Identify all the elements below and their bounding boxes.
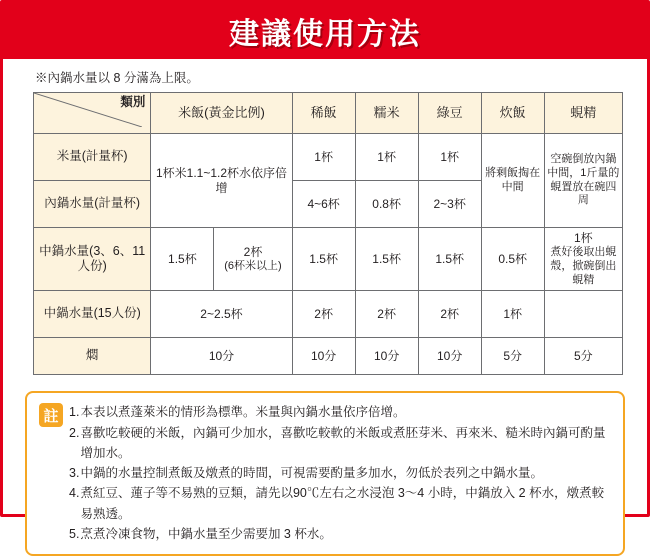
table-corner-cell [34,93,151,134]
top-note: ※內鍋水量以 8 分滿為上限。 [35,71,199,85]
usage-table [33,92,623,375]
cell-clamessence-note: 空碗倒放內鍋中間，1斤量的蜆置放在碗四周 [544,134,622,228]
cell-clamessence-mid-water [544,228,622,291]
cell-clamessence-mid-water-value: 1杯 [574,231,593,245]
table-row [34,338,623,375]
note-text: 中鍋的水量控制煮飯及燉煮的時間，可視需要酌量多加水，勿低於表列之中鍋水量。 [80,466,543,480]
col-header-rice: 米飯(黃金比例) [151,93,292,134]
cell-rice-mid-water-15: 2~2.5杯 [151,291,292,338]
list-item [69,423,611,464]
row-header-mid-water-15: 中鍋水量(15人份) [34,291,151,338]
cell-steamrice-mid-water: 0.5杯 [481,228,544,291]
col-header-mungbean: 綠豆 [418,93,481,134]
row-header-inner-water: 內鍋水量(計量杯) [34,181,151,228]
cell-porridge-mid-water: 1.5杯 [292,228,355,291]
table-row [34,291,623,338]
cell-mungbean-rice: 1杯 [418,134,481,181]
cell-porridge-inner-water: 4~6杯 [292,181,355,228]
cell-clamessence-simmer: 5分 [544,338,622,375]
note-number: 5. [69,526,80,541]
cell-rice-ratio-text: 1杯米1.1~1.2杯水依序倍增 [155,165,288,195]
col-header-clamessence: 蜆精 [544,93,622,134]
usage-table-wrapper [3,92,647,375]
note-number: 4. [69,486,80,501]
list-item [69,524,611,544]
note-number: 1. [69,405,80,420]
cell-glutinous-rice: 1杯 [355,134,418,181]
cell-mungbean-inner-water: 2~3杯 [418,181,481,228]
cell-glutinous-inner-water: 0.8杯 [355,181,418,228]
cell-porridge-rice: 1杯 [292,134,355,181]
col-header-porridge: 稀飯 [292,93,355,134]
table-row [34,228,623,291]
cell-rice-mid-water-b [214,228,292,291]
note-number: 3. [69,466,80,480]
note-text: 本表以煮蓬萊米的情形為標準。米量與內鍋水量依序倍增。 [80,405,406,420]
note-text: 煮紅豆、蓮子等不易熟的豆類，請先以90℃左右之水浸泡 3～4 小時，中鍋放入 2 杯水，燉煮較易熟透。 [80,486,605,521]
row-header-rice-amount: 米量(計量杯) [34,134,151,181]
cell-steamrice-note: 將剩飯掏在中間 [481,134,544,228]
cell-mungbean-mid-water: 1.5杯 [418,228,481,291]
list-item [69,463,611,483]
table-row [34,134,623,181]
cell-mungbean-simmer: 10分 [418,338,481,375]
cell-rice-ratio [151,134,292,228]
list-item [69,402,611,422]
cell-mungbean-mid-water-15: 2杯 [418,291,481,338]
row-header-simmer: 燜 [34,338,151,375]
note-text: 烹煮冷凍食物，中鍋水量至少需要加 3 杯水。 [80,526,332,541]
cell-rice-simmer: 10分 [151,338,292,375]
corner-category-label: 類別 [120,95,146,109]
cell-rice-mid-water-b-bottom: (6杯米以上) [224,259,282,272]
cell-steamrice-simmer: 5分 [481,338,544,375]
cell-clamessence-mid-water-15 [544,291,622,338]
cell-rice-mid-water-b-top: 2杯 [243,244,263,259]
cell-porridge-mid-water-15: 2杯 [292,291,355,338]
list-item [69,483,611,524]
row-header-mid-water-3-6-11: 中鍋水量(3、6、11人份) [34,228,151,291]
cell-glutinous-mid-water-15: 2杯 [355,291,418,338]
cell-clamessence-mid-water-note: 煮好後取出蜆殼，掀碗倒出蜆精 [550,246,617,286]
cell-porridge-simmer: 10分 [292,338,355,375]
page-title: 建議使用方法 [229,18,421,51]
cell-rice-mid-water-a: 1.5杯 [151,228,214,291]
note-number: 2. [69,425,80,440]
cell-glutinous-simmer: 10分 [355,338,418,375]
table-header-row [34,93,623,134]
col-header-glutinous: 糯米 [355,93,418,134]
notes-badge: 註 [39,403,63,427]
note-text: 喜歡吃較硬的米飯，內鍋可少加水，喜歡吃較軟的米飯或煮胚芽米、再來米、糙米時內鍋可酌量增加水。 [80,425,606,460]
notes-list [69,402,611,544]
cell-steamrice-mid-water-15: 1杯 [481,291,544,338]
page-header [3,3,647,59]
cell-glutinous-mid-water: 1.5杯 [355,228,418,291]
notes-box [25,391,625,556]
col-header-steamrice: 炊飯 [481,93,544,134]
